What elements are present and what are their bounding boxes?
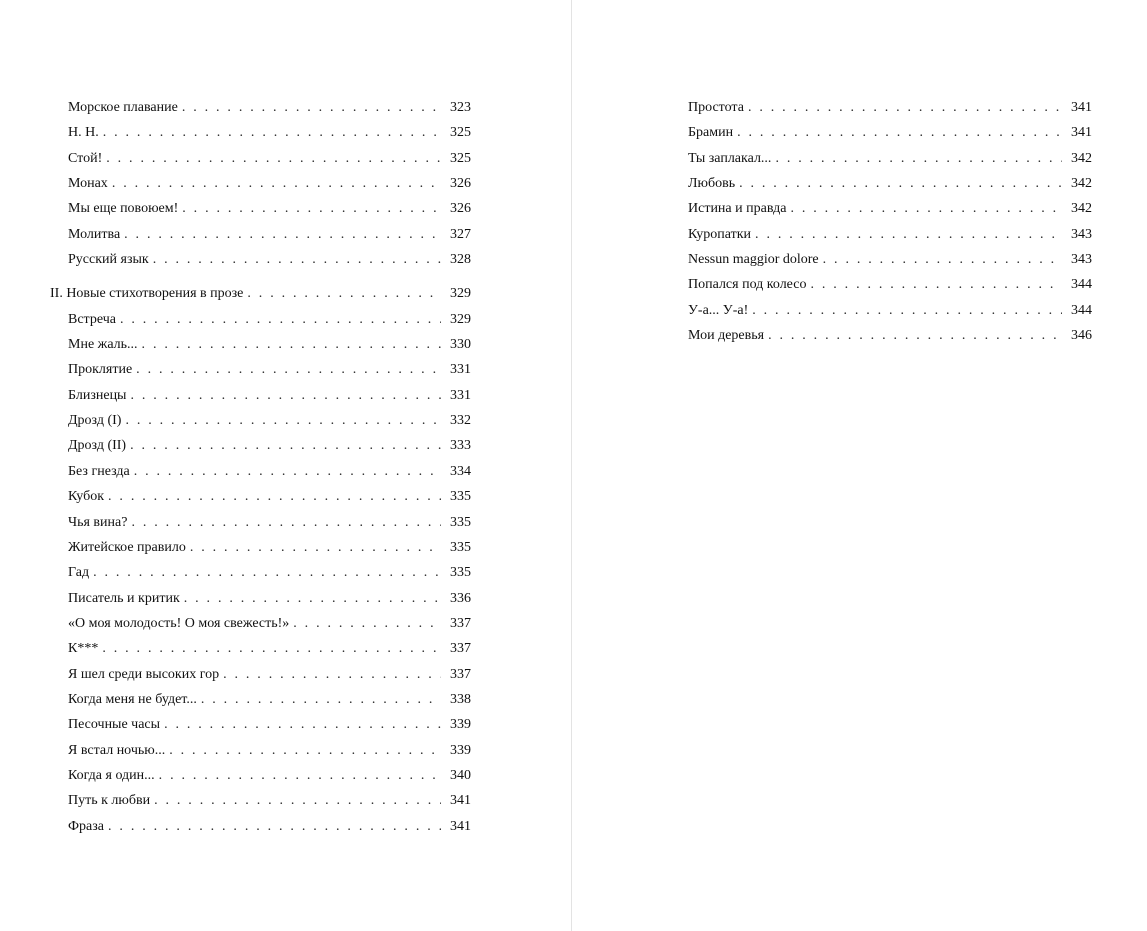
- toc-entry-title: Н. Н.: [68, 125, 99, 141]
- toc-entry-page: 343: [1071, 226, 1092, 242]
- toc-entry: [50, 486, 471, 511]
- toc-entry: [50, 461, 471, 486]
- toc-entry: [50, 148, 471, 173]
- dot-leader: [93, 562, 441, 584]
- toc-entry: [688, 173, 1092, 198]
- toc-entry: [50, 740, 471, 765]
- toc-entry: [50, 790, 471, 815]
- toc-list-left: [50, 97, 471, 841]
- toc-entry-title: Кубок: [68, 489, 105, 505]
- toc-entry-page: 341: [1071, 100, 1092, 115]
- dot-leader: [102, 638, 441, 660]
- dot-leader: [752, 300, 1062, 322]
- toc-entry-title: Писатель и критик: [68, 590, 180, 606]
- toc-entry-title: Фраза: [68, 818, 105, 834]
- toc-entry: [50, 198, 471, 223]
- toc-entry: [50, 588, 471, 613]
- toc-entry-page: 329: [450, 311, 471, 327]
- toc-entry-title: Мы еще повоюем!: [68, 201, 179, 217]
- toc-entry-page: 338: [450, 691, 471, 707]
- toc-entry-title: Простота: [688, 100, 744, 115]
- toc-entry: [50, 97, 471, 122]
- toc-entry: [50, 309, 471, 334]
- dot-leader: [755, 224, 1062, 246]
- toc-entry-page: 342: [1071, 176, 1092, 192]
- toc-entry-title: Дрозд (I): [68, 413, 122, 429]
- toc-entry: [50, 689, 471, 714]
- toc-entry-title: Проклятие: [68, 362, 133, 378]
- toc-entry: [688, 97, 1092, 122]
- toc-entry: [50, 173, 471, 198]
- toc-entry-page: 335: [450, 514, 471, 530]
- toc-entry-page: 339: [450, 742, 471, 758]
- dot-leader: [103, 122, 441, 144]
- toc-entry-page: 337: [450, 641, 471, 657]
- toc-entry-title: Гад: [68, 565, 90, 581]
- toc-entry: [50, 816, 471, 841]
- toc-entry-page: 325: [450, 125, 471, 141]
- toc-entry: [50, 122, 471, 147]
- toc-entry-page: 339: [450, 717, 471, 733]
- toc-entry-page: 330: [450, 337, 471, 353]
- toc-entry-title: Я шел среди высоких гор: [68, 666, 220, 682]
- dot-leader: [169, 740, 441, 762]
- dot-leader: [131, 512, 441, 534]
- toc-entry: [688, 198, 1092, 223]
- toc-entry-title: У-а... У-а!: [688, 302, 749, 318]
- toc-entry-page: 326: [450, 176, 471, 192]
- toc-entry-page: 340: [450, 767, 471, 783]
- dot-leader: [748, 97, 1062, 119]
- toc-entry-title: Песочные часы: [68, 717, 161, 733]
- toc-entry-page: 335: [450, 539, 471, 555]
- toc-entry: [50, 638, 471, 663]
- toc-entry-title: Русский язык: [68, 252, 149, 268]
- dot-leader: [134, 461, 441, 483]
- toc-entry-page: 329: [450, 286, 471, 302]
- toc-entry-title: Мои деревья: [688, 328, 765, 344]
- toc-entry: [688, 249, 1092, 274]
- toc-entry-page: 341: [1071, 125, 1092, 141]
- toc-entry: [688, 224, 1092, 249]
- toc-entry-page: 334: [450, 463, 471, 479]
- toc-entry-title: Когда я один...: [68, 767, 155, 783]
- toc-entry: [50, 765, 471, 790]
- dot-leader: [112, 173, 441, 195]
- dot-leader: [164, 714, 441, 736]
- dot-leader: [124, 224, 441, 246]
- toc-entry: [50, 512, 471, 537]
- dot-leader: [153, 249, 441, 271]
- toc-entry-title: Морское плавание: [68, 100, 178, 115]
- dot-leader: [790, 198, 1062, 220]
- dot-leader: [293, 613, 441, 635]
- toc-entry-page: 332: [450, 413, 471, 429]
- toc-entry: [50, 664, 471, 689]
- dot-leader: [247, 283, 441, 305]
- toc-section-heading: [50, 283, 471, 308]
- toc-entry-page: 326: [450, 201, 471, 217]
- dot-leader: [120, 309, 441, 331]
- toc-entry-title: Чья вина?: [68, 514, 128, 530]
- toc-entry-page: 328: [450, 252, 471, 268]
- toc-entry-title: Монах: [68, 176, 108, 192]
- dot-leader: [184, 588, 441, 610]
- toc-entry: [688, 274, 1092, 299]
- toc-entry-page: 323: [450, 100, 471, 115]
- toc-entry-page: 327: [450, 226, 471, 242]
- toc-entry-title: Любовь: [688, 176, 736, 192]
- toc-entry-title: Истина и правда: [688, 201, 787, 217]
- dot-leader: [810, 274, 1062, 296]
- toc-entry: [50, 714, 471, 739]
- toc-entry-title: «О моя молодость! О моя свежесть!»: [68, 615, 290, 631]
- toc-entry-title: Мне жаль...: [68, 337, 138, 353]
- dot-leader: [201, 689, 441, 711]
- dot-leader: [106, 148, 441, 170]
- toc-entry-title: Ты заплакал...: [688, 150, 772, 166]
- toc-entry-page: 333: [450, 438, 471, 454]
- toc-entry-title: Дрозд (II): [68, 438, 127, 454]
- dot-leader: [154, 790, 441, 812]
- toc-entry-page: 337: [450, 615, 471, 631]
- toc-entry: [50, 410, 471, 435]
- toc-entry: [50, 613, 471, 638]
- toc-entry-title: Житейское правило: [68, 539, 186, 555]
- toc-entry-page: 335: [450, 565, 471, 581]
- toc-entry-title: Стой!: [68, 150, 103, 166]
- toc-entry: [50, 359, 471, 384]
- toc-entry-title: Когда меня не будет...: [68, 691, 197, 707]
- toc-entry-page: 325: [450, 150, 471, 166]
- toc-entry-title: Молитва: [68, 226, 121, 242]
- dot-leader: [182, 97, 441, 119]
- toc-entry-page: 344: [1071, 277, 1092, 293]
- dot-leader: [136, 359, 441, 381]
- toc-entry-page: 342: [1071, 150, 1092, 166]
- dot-leader: [223, 664, 441, 686]
- toc-entry-page: 331: [450, 362, 471, 378]
- dot-leader: [737, 122, 1062, 144]
- toc-entry: [50, 224, 471, 249]
- toc-entry-page: 337: [450, 666, 471, 682]
- dot-leader: [768, 325, 1062, 347]
- toc-entry-title: Nessun maggior dolore: [688, 252, 819, 268]
- toc-list-right: [688, 97, 1092, 350]
- dot-leader: [108, 486, 441, 508]
- toc-entry-title: Встреча: [68, 311, 116, 327]
- toc-entry: [50, 537, 471, 562]
- toc-entry-page: 343: [1071, 252, 1092, 268]
- toc-entry-title: К***: [68, 641, 99, 657]
- dot-leader: [142, 334, 441, 356]
- dot-leader: [775, 148, 1062, 170]
- toc-entry-title: Близнецы: [68, 387, 127, 403]
- toc-entry-title: Путь к любви: [68, 793, 151, 809]
- toc-entry-title: Брамин: [688, 125, 734, 141]
- toc-entry-page: 341: [450, 818, 471, 834]
- toc-entry-page: 335: [450, 489, 471, 505]
- toc-entry-title: Я встал ночью...: [68, 742, 166, 758]
- toc-entry-title: Попался под колесо: [688, 277, 807, 293]
- toc-entry-title: Куропатки: [688, 226, 752, 242]
- dot-leader: [130, 385, 441, 407]
- dot-leader: [108, 816, 441, 838]
- dot-leader: [130, 435, 441, 457]
- dot-leader: [190, 537, 441, 559]
- toc-entry: [50, 435, 471, 460]
- toc-entry-title: Без гнезда: [68, 463, 130, 479]
- toc-entry: [50, 562, 471, 587]
- toc-entry-page: 341: [450, 793, 471, 809]
- toc-section-title: II. Новые стихотворения в прозе: [50, 286, 244, 302]
- dot-leader: [159, 765, 441, 787]
- toc-entry: [50, 385, 471, 410]
- toc-entry-page: 342: [1071, 201, 1092, 217]
- toc-entry-page: 331: [450, 387, 471, 403]
- dot-leader: [739, 173, 1062, 195]
- dot-leader: [182, 198, 441, 220]
- toc-entry: [688, 122, 1092, 147]
- toc-entry: [688, 300, 1092, 325]
- dot-leader: [823, 249, 1062, 271]
- toc-entry: [50, 249, 471, 274]
- toc-entry-page: 344: [1071, 302, 1092, 318]
- toc-entry: [50, 334, 471, 359]
- toc-entry-page: 346: [1071, 328, 1092, 344]
- toc-entry: [688, 148, 1092, 173]
- dot-leader: [125, 410, 441, 432]
- toc-entry: [688, 325, 1092, 350]
- toc-entry-page: 336: [450, 590, 471, 606]
